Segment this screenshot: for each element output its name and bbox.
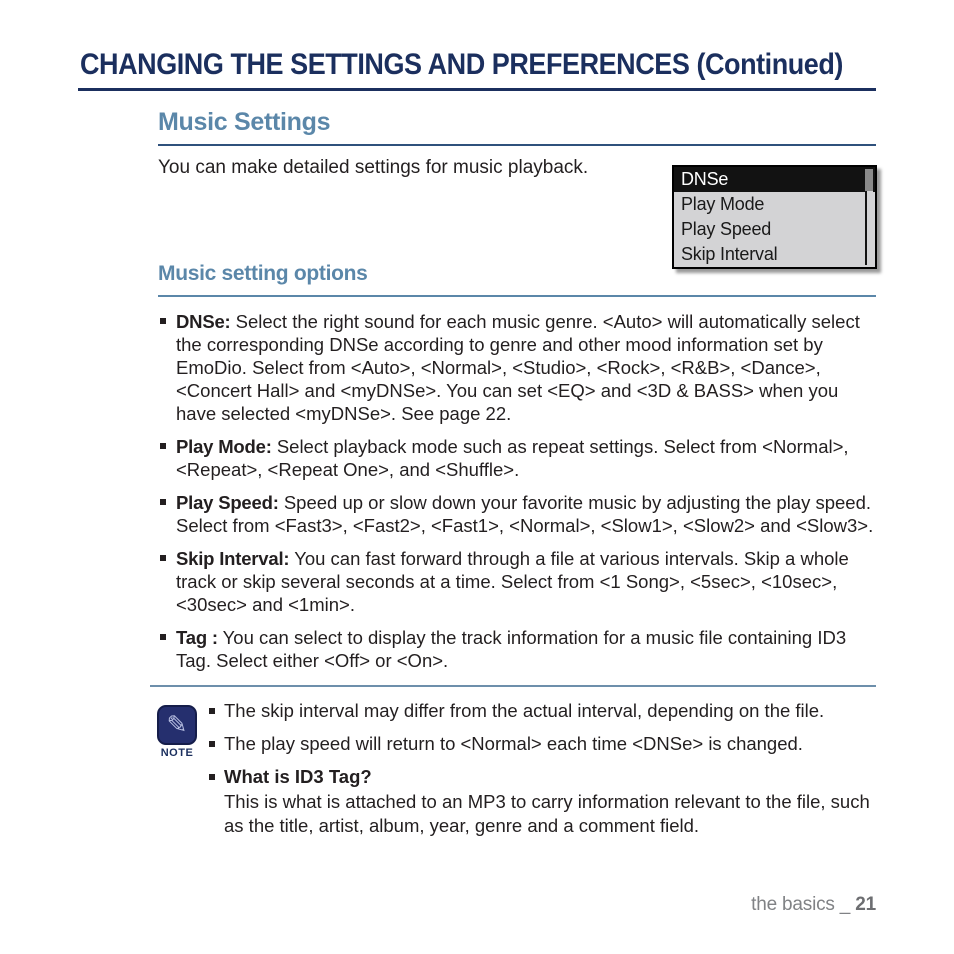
page-title: CHANGING THE SETTINGS AND PREFERENCES (Continued) bbox=[80, 48, 843, 81]
note-text: The skip interval may differ from the actual interval, depending on the file. bbox=[224, 700, 825, 721]
note-item bbox=[208, 732, 876, 756]
option-play-mode bbox=[158, 435, 876, 481]
music-setting-options-heading: Music setting options bbox=[158, 262, 876, 297]
option-text: Select playback mode such as repeat settings. Select from <Normal>, <Repeat>, <Repeat One>, and <Shuffle>. bbox=[176, 436, 849, 480]
menu-item-play-speed: Play Speed bbox=[674, 217, 875, 242]
footer-page-number: 21 bbox=[855, 894, 876, 915]
note-label: NOTE bbox=[160, 747, 194, 759]
option-text: Speed up or slow down your favorite music by adjusting the play speed. Select from <Fast3>, <Fast2>, <Fast1>, <Normal>, <Slow1>, <Slow2> and <Slow3>. bbox=[176, 492, 874, 536]
option-label: Tag : bbox=[176, 627, 218, 648]
menu-item-play-mode: Play Mode bbox=[674, 192, 875, 217]
option-text: Select the right sound for each music genre. <Auto> will automatically select the corresponding DNSe according to genre and other mood information set by EmoDio. Select from <Auto>, <Normal>, <Studio>, <Rock>, <R&B>, <Dance>, <Concert Hall> and <myDNSe>. You can set <EQ> and <3D & BASS> when you have selected <myDNSe>. See page 22. bbox=[176, 311, 860, 424]
footer-section: the basics bbox=[751, 894, 835, 915]
note-item-id3 bbox=[208, 765, 876, 838]
option-label: Skip Interval: bbox=[176, 548, 290, 569]
option-label: Play Mode: bbox=[176, 436, 272, 457]
intro-text: You can make detailed settings for music playback. bbox=[158, 157, 589, 178]
content-column bbox=[158, 108, 876, 849]
note-divider bbox=[150, 685, 876, 687]
option-tag bbox=[158, 626, 876, 672]
footer-separator: _ bbox=[839, 894, 851, 915]
scrollbar bbox=[865, 169, 873, 265]
note-badge bbox=[153, 705, 201, 759]
option-label: DNSe: bbox=[176, 311, 231, 332]
menu-item-dnse: DNSe bbox=[674, 167, 875, 192]
page-footer bbox=[751, 894, 876, 916]
note-section bbox=[158, 699, 876, 849]
title-underline bbox=[78, 88, 876, 91]
option-label: Play Speed: bbox=[176, 492, 279, 513]
option-play-speed bbox=[158, 491, 876, 537]
device-menu-screenshot bbox=[672, 165, 877, 269]
note-subheading: What is ID3 Tag? bbox=[224, 766, 372, 787]
note-text: The play speed will return to <Normal> each time <DNSe> is changed. bbox=[224, 733, 803, 754]
note-text: This is what is attached to an MP3 to carry information relevant to the file, such as the title, artist, album, year, genre and a comment field. bbox=[224, 791, 870, 836]
scrollbar-thumb bbox=[865, 169, 873, 191]
scrollbar-track bbox=[865, 191, 873, 265]
option-text: You can select to display the track information for a music file containing ID3 Tag. Select either <Off> or <On>. bbox=[176, 627, 847, 671]
note-list bbox=[208, 699, 876, 838]
options-list bbox=[158, 310, 876, 672]
option-dnse bbox=[158, 310, 876, 425]
option-text: You can fast forward through a file at various intervals. Skip a whole track or skip several seconds at a time. Select from <1 Song>, <5sec>, <10sec>, <30sec> and <1min>. bbox=[176, 548, 849, 615]
pencil-icon: ✎ bbox=[157, 705, 197, 745]
music-settings-heading: Music Settings bbox=[158, 108, 876, 146]
menu-item-skip-interval: Skip Interval bbox=[674, 242, 875, 267]
option-skip-interval bbox=[158, 547, 876, 616]
note-item bbox=[208, 699, 876, 723]
